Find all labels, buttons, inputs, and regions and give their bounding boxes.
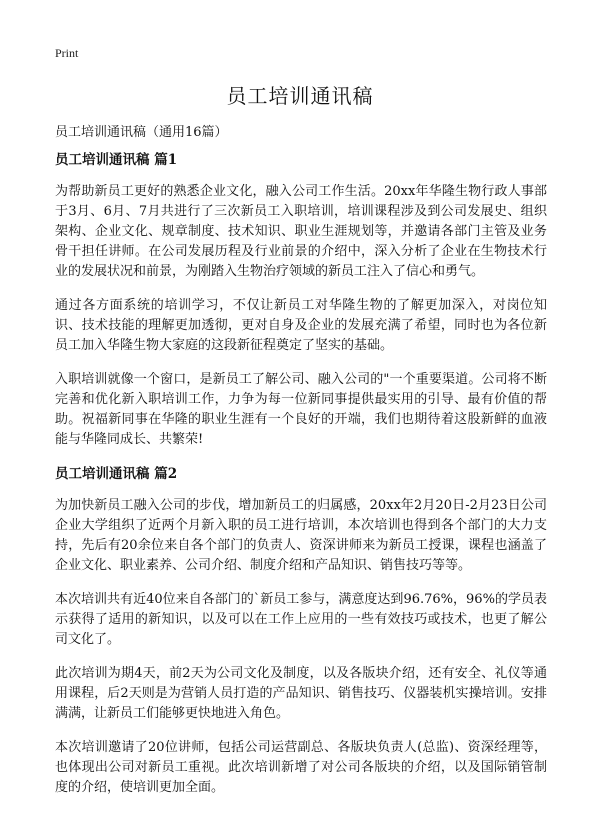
section-2-paragraph-4: 本次培训邀请了20位讲师，包括公司运营副总、各版块负责人(总监)、资深经理等，也体现出公司对新员工重视。此次培训新增了对公司各版块的介绍，以及国际销管制度的介绍，使培训更加全面。 (55, 740, 547, 795)
document-title: 员工培训通讯稿 (226, 84, 374, 108)
document-subtitle: 员工培训通讯稿（通用16篇） (55, 125, 228, 140)
section-heading-1: 员工培训通讯稿 篇1 (55, 152, 178, 168)
print-label: Print (55, 46, 79, 60)
section-2-paragraph-1: 为加快新员工融入公司的步伐，增加新员工的归属感，20xx年2月20日-2月23日公司企业大学组织了近两个月新入职的员工进行培训，本次培训也得到各个部门的大力支持，先后有20余位来自各个部门的负责人、资深讲师来为新员工授课，课程也涵盖了企业文化、职业素养、公司介绍、制度介绍和产品知识、销售技巧等等。 (55, 498, 547, 573)
document-body (55, 150, 547, 812)
section-1-paragraph-1: 为帮助新员工更好的熟悉企业文化，融入公司工作生活。20xx年华隆生物行政人事部于3月、6月、7月共进行了三次新员工入职培训，培训课程涉及到公司发展史、组织架构、企业文化、规章制度、技术知识、职业生涯规划等，并邀请各部门主管及业务骨干担任讲师。在公司发展历程及行业前景的介绍中，深入分析了企业在生物技术行业的发展状况和前景，为刚踏入生物治疗领域的新员工注入了信心和勇气。 (55, 184, 547, 279)
section-2-paragraph-2: 本次培训共有近40位来自各部门的`新员工参与，满意度达到96.76%，96%的学员表示获得了适用的新知识，以及可以在工作上应用的一些有效技巧或技术，也更了解公司文化了。 (55, 592, 547, 647)
section-2-paragraph-3: 此次培训为期4天，前2天为公司文化及制度，以及各版块介绍，还有安全、礼仪等通用课程，后2天则是为营销人员打造的产品知识、销售技巧、仪器装机实操培训。安排满满，让新员工们能够更快地进入角色。 (55, 666, 547, 721)
section-heading-2: 员工培训通讯稿 篇2 (55, 466, 178, 482)
section-1-paragraph-2: 通过各方面系统的培训学习，不仅让新员工对华隆生物的了解更加深入，对岗位知识、技术技能的理解更加透彻，更对自身及企业的发展充满了希望，同时也为各位新员工加入华隆生物大家庭的这段新征程奠定了坚实的基础。 (55, 298, 547, 353)
section-1-paragraph-3: 入职培训就像一个窗口，是新员工了解公司、融入公司的"一个重要渠道。公司将不断完善和优化新入职培训工作，力争为每一位新同事提供最实用的引导、最有价值的帮助。祝福新同事在华隆的职业生涯有一个良好的开端，我们也期待着这股新鲜的血液能与华隆同成长、共繁荣! (55, 372, 547, 447)
